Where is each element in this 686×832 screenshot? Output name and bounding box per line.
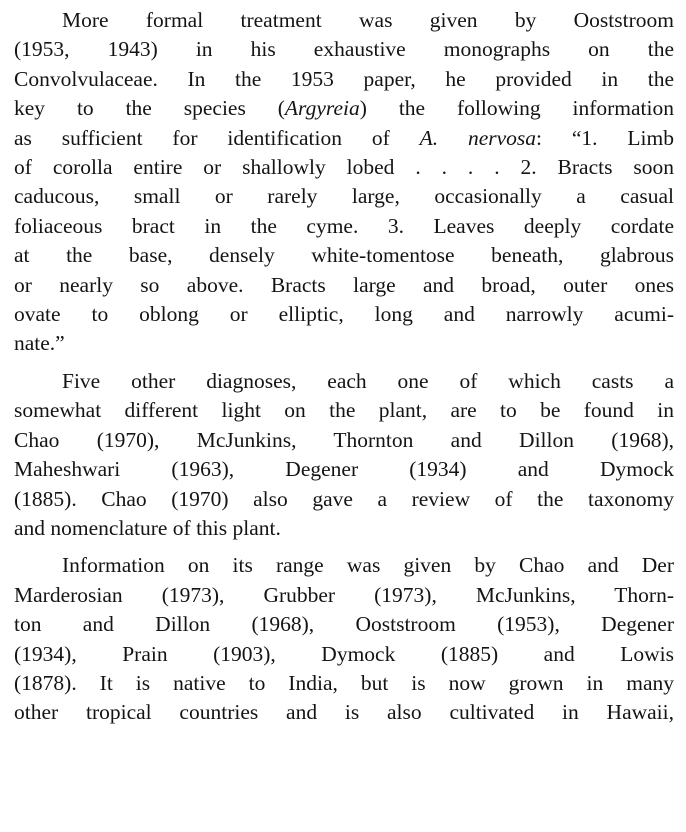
text-line: key to the species (Argyreia) the following information <box>14 96 674 121</box>
text-line: somewhat different light on the plant, are to be found in <box>14 398 674 423</box>
text-line: of corolla entire or shallowly lobed . . . . 2. Bracts soon <box>14 155 674 180</box>
paragraph-ooststroom <box>14 6 674 359</box>
text-line: as sufficient for identification of A. nervosa: “1. Limb <box>14 125 674 150</box>
text-line: Chao (1970), McJunkins, Thornton and Dillon (1968), <box>14 427 674 452</box>
text-line: (1953, 1943) in his exhaustive monographs on the <box>14 37 674 62</box>
text-line: Information on its range was given by Chao and Der <box>62 553 674 578</box>
species-name: A. nervosa <box>419 125 537 150</box>
text-line: caducous, small or rarely large, occasionally a casual <box>14 184 674 209</box>
text-line: Five other diagnoses, each one of which casts a <box>62 368 674 393</box>
text-line: nate.” <box>14 331 65 356</box>
text-line: foliaceous bract in the cyme. 3. Leaves deeply cordate <box>14 213 674 238</box>
species-name: Argyreia <box>284 96 360 121</box>
text-line: and nomenclature of this plant. <box>14 515 281 540</box>
text-line: Maheshwari (1963), Degener (1934) and Dymock <box>14 457 674 482</box>
document-page <box>14 6 674 736</box>
text-line: (1934), Prain (1903), Dymock (1885) and Lowis <box>14 641 674 666</box>
text-line: ovate to oblong or elliptic, long and narrowly acumi- <box>14 302 674 327</box>
text-line: (1878). It is native to India, but is now grown in many <box>14 670 674 695</box>
text-line: other tropical countries and is also cultivated in Hawaii, <box>14 700 674 725</box>
text-line: More formal treatment was given by Ooststroom <box>62 8 674 32</box>
text-line: ton and Dillon (1968), Ooststroom (1953), Degener <box>14 612 674 637</box>
text-line: Marderosian (1973), Grubber (1973), McJunkins, Thorn- <box>14 582 674 607</box>
text-line: (1885). Chao (1970) also gave a review of the taxonomy <box>14 486 674 511</box>
text-line: or nearly so above. Bracts large and broad, outer ones <box>14 272 674 297</box>
text-line: at the base, densely white-tomentose beneath, glabrous <box>14 243 674 268</box>
text-line: Convolvulaceae. In the 1953 paper, he provided in the <box>14 66 674 91</box>
paragraph-range <box>14 551 674 727</box>
paragraph-diagnoses <box>14 367 674 543</box>
